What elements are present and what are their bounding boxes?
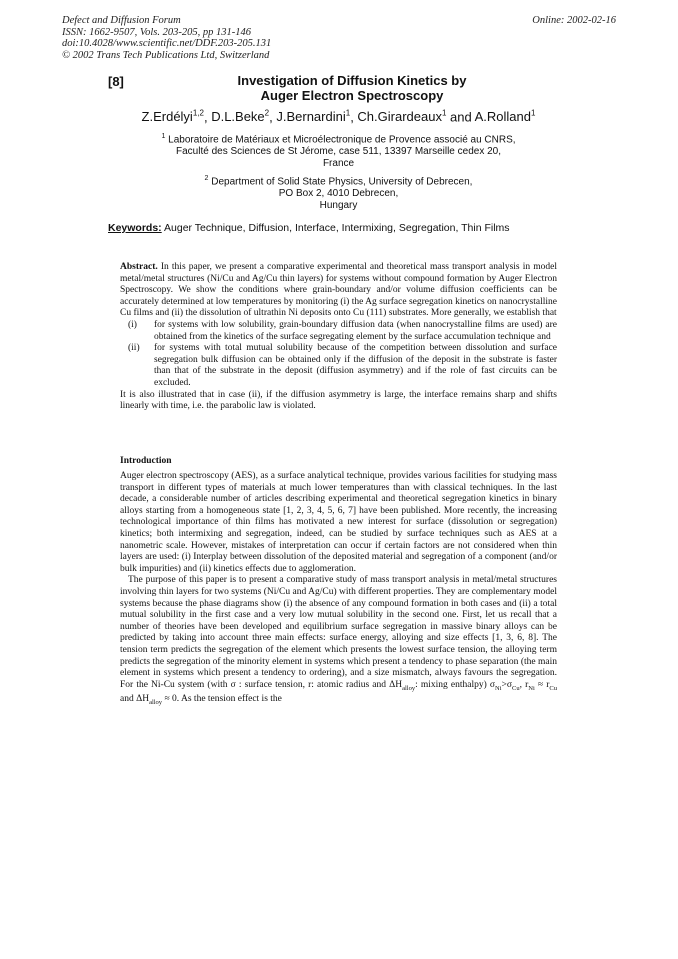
keywords-text: Auger Technique, Diffusion, Interface, Intermixing, Segregation, Thin Films — [164, 222, 510, 234]
doi-link[interactable]: doi:10.4028/www.scientific.net/DDF.203-205.131 — [62, 38, 272, 49]
list-item: (ii) for systems with total mutual solubility because of the competition between dissolution and surface segregation bulk diffusion can be obtained only if the diffusion of the deposit in the substrate is faster than that of the substrate in the deposit (diffusion asymmetry) and if the role of fast circuits can be excluded. — [128, 343, 557, 388]
copyright-line: © 2002 Trans Tech Publications Ltd, Switzerland — [62, 49, 270, 61]
online-date: Online: 2002-02-16 — [532, 15, 616, 26]
introduction-body — [120, 471, 557, 709]
author-list: Z.Erdélyi$^{1,2}$, D.L.Beke$^2$, J.Bernardini$^1$, Ch.Girardeaux$^1$ and A.Rolland$^1$ — [141, 109, 536, 125]
issn-line: ISSN: 1662-9507, Vols. 203-205, pp 131-146 — [62, 26, 251, 38]
abstract-text: In this paper, we present a comparative experimental and theoretical mass transport analysis in model metal/metal structures (Ni/Cu and Ag/Cu thin layers) for systems without compound formation by Auger Electron Spectroscopy. We show the conditions where grain-boundary and/or volume diffusion coefficients can be accurately determined at low temperatures by monitoring (i) the Ag surface segregation kinetics on nanocrystalline Cu films and (ii) the dissolution of ultrathin Ni deposits onto Cu (111) substrates. More generally, we establish that — [120, 262, 558, 319]
intro-paragraph-1: Auger electron spectroscopy (AES), as a surface analytical technique, provides various facilities for studying mass transport in different types of materials at much lower temperatures than with classical techniques. In the last decade, a considerable number of articles describing experimental and theoretical segregation kinetics in binary alloys starting from a homogeneous state [1, 2, 3, 4, 5, 6, 7] have been published. More recently, the increasing technological importance of thin films has motivated a new interest for surface (dissolution or segregation) kinetics; both intermixing and segregation, indeed, can be studied by surface techniques such as AES at a nanometric scale. However, mistakes of interpretation can occur if certain factors are not considered when thin layers are used: (i) Interplay between dissolution of the deposited material and segregation of a component (and/or bulk impurities) and (ii) kinetics effects due to agglomeration. — [120, 471, 557, 574]
intro-paragraph-2: The purpose of this paper is to present a comparative study of mass transport analysis in metal/metal structures involving thin layers for two systems (Ni/Cu and Ag/Cu) with different properties. They are complementary model systems because the phase diagrams show (i) the absence of any compound formation in both cases and (ii) a total mutual solubility in the first case and a very low mutual solubility in the second one. First, let us recall that a number of theories have been developed and equilibrium surface segregation in massive binary alloys can be predicted by taking into account three main effects: surface energy, alloying and size effects [1, 3, 6, 8]. The tension term predicts the segregation of the element which presents the lowest surface tension, the alloying term predicts the segregation of the minority element in systems which present a tendency to phase separation (the main element in systems which present a tendency to ordering), and a size mismatch, always favours the segregation. For the Ni-Cu system (with σ : surface tension, r: atomic radius and $\Delta H_{alloy}$: mixing enthalpy) $\sigma_{Ni}>\sigma_{Cu}$, $r_{Ni} \approx r_{Cu}$ and $\Delta H_{alloy} \approx 0$. As the tension effect is the — [120, 575, 557, 707]
keywords-line — [108, 222, 510, 234]
author: A.Rolland$^1$ — [474, 109, 536, 125]
keywords-label: Keywords: — [108, 222, 162, 234]
abstract-closing: It is also illustrated that in case (ii), if the diffusion asymmetry is large, the interface remains sharp and shifts linearly with time, i.e. the parabolic law is violated. — [120, 389, 557, 412]
journal-header — [62, 15, 271, 61]
author: Ch.Girardeaux$^1$ — [357, 109, 447, 125]
abstract-list — [120, 320, 557, 390]
journal-name: Defect and Diffusion Forum — [62, 15, 181, 26]
reference-number: [8] — [108, 74, 124, 89]
author: D.L.Beke$^2$ — [211, 109, 270, 125]
paper-title — [160, 73, 544, 103]
affiliation-2: $^2$ Department of Solid State Physics, University of Debrecen, PO Box 2, 4010 Debrecen, Hungary — [204, 175, 473, 212]
abstract-label: Abstract. — [120, 262, 158, 272]
title-line-1: Investigation of Diffusion Kinetics by — [237, 73, 467, 88]
introduction-heading: Introduction — [120, 456, 172, 466]
list-item: (i) for systems with low solubility, grain-boundary diffusion data (when nanocrystalline films are used) are obtained from the kinetics of the surface segregating element by the surface accumulation technique and — [128, 319, 557, 342]
author: J.Bernardini$^1$ — [276, 109, 351, 125]
affiliation-1: $^1$ Laboratoire de Matériaux et Microélectronique de Provence associé au CNRS, Faculté des Sciences de St Jérome, case 511, 13397 Marseille cedex 20, France — [161, 133, 516, 170]
title-line-2: Auger Electron Spectroscopy — [260, 88, 444, 103]
abstract — [120, 262, 557, 413]
author: Z.Erdélyi$^{1,2}$ — [141, 109, 204, 125]
